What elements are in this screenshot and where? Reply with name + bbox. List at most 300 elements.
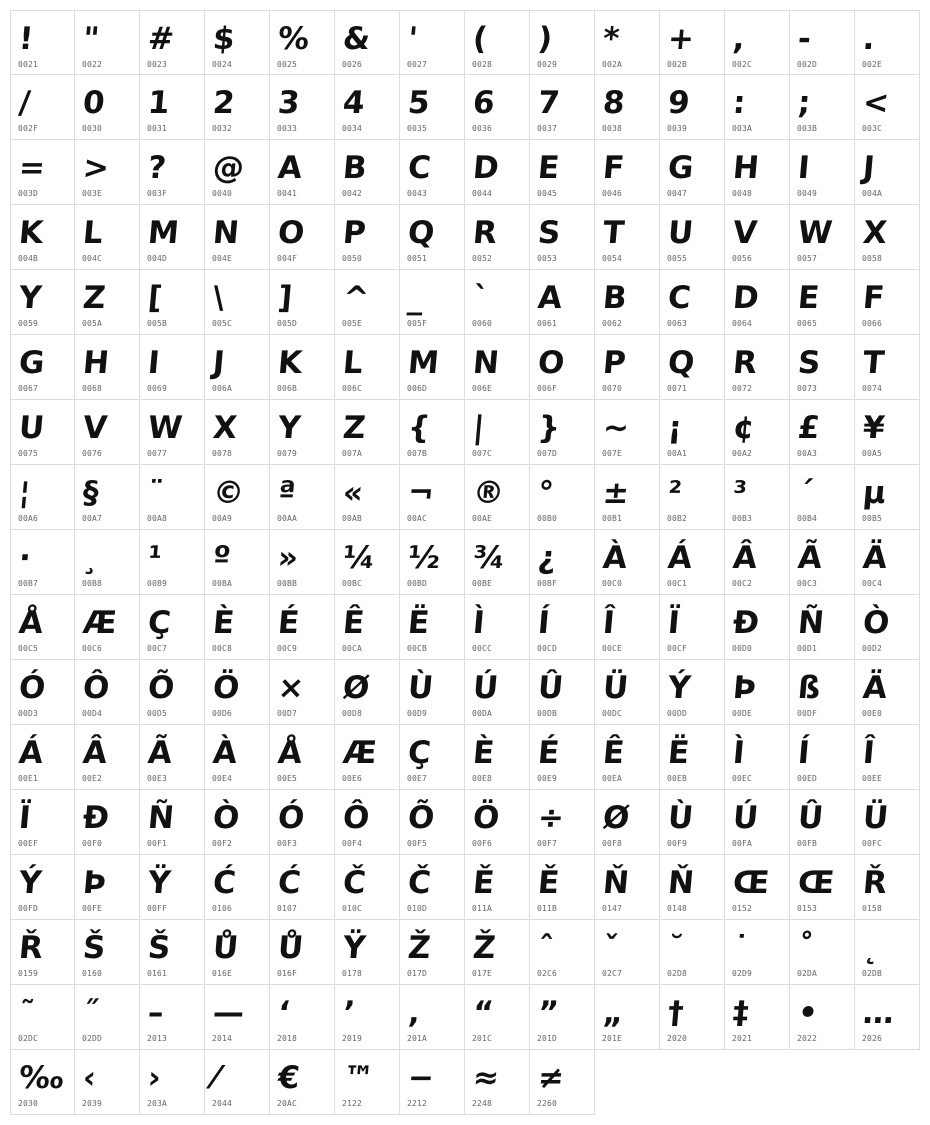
glyph-codepoint: 0044 [472,189,493,198]
glyph-cell [205,920,270,985]
glyph-cell [400,75,465,140]
glyph-codepoint: 0063 [667,319,688,328]
glyph-codepoint: 00F6 [472,839,493,848]
glyph-char: ‘ [276,995,292,1031]
glyph-cell [205,985,270,1050]
glyph-cell [855,530,920,595]
glyph-codepoint: 2018 [277,1034,298,1043]
glyph-char: Ñ [146,800,176,836]
glyph-codepoint: 00AE [472,514,493,523]
glyph-cell [140,725,205,790]
glyph-cell [205,270,270,335]
glyph-char: Č [341,865,368,901]
glyph-codepoint: 02DA [797,969,818,978]
glyph-char: Z [341,410,368,446]
glyph-cell [400,985,465,1050]
glyph-char: ≈ [471,1060,501,1096]
glyph-char: ¢ [731,410,757,446]
glyph-cell [75,855,140,920]
glyph-codepoint: 00D3 [18,709,39,718]
glyph-char: A [536,280,564,316]
glyph-codepoint: 00C5 [18,644,39,653]
glyph-char: ≠ [536,1060,566,1096]
glyph-cell [205,530,270,595]
glyph-char: Ë [406,605,431,641]
glyph-char: ' [406,21,420,57]
glyph-char: / [17,85,32,121]
glyph-cell [725,335,790,400]
glyph-codepoint: 00E2 [82,774,103,783]
glyph-cell [660,855,725,920]
glyph-codepoint: 0035 [407,124,428,133]
glyph-char: V [731,215,759,251]
glyph-codepoint: 00E7 [407,774,428,783]
glyph-cell [530,920,595,985]
glyph-cell [660,465,725,530]
glyph-cell [595,10,660,75]
glyph-cell [595,335,660,400]
glyph-char: ¾ [471,540,507,576]
glyph-char: À [601,540,629,576]
glyph-cell [75,205,140,270]
glyph-cell [855,400,920,465]
glyph-cell [10,920,75,985]
glyph-codepoint: 00CB [407,644,428,653]
glyph-char: T [861,345,886,381]
glyph-cell [465,75,530,140]
glyph-char: 3 [276,85,302,121]
glyph-codepoint: 005D [277,319,298,328]
glyph-codepoint: 004F [277,254,298,263]
glyph-cell [205,335,270,400]
glyph-codepoint: 00EC [732,774,753,783]
glyph-codepoint: 0078 [212,449,233,458]
glyph-cell [270,1050,335,1115]
glyph-char: ’ [341,995,357,1031]
glyph-codepoint: 003E [82,189,103,198]
glyph-cell [595,920,660,985]
glyph-cell [10,530,75,595]
glyph-char: ¦ [17,475,32,511]
glyph-cell [595,270,660,335]
glyph-codepoint: 0065 [797,319,818,328]
glyph-cell [465,595,530,660]
glyph-codepoint: 017E [472,969,493,978]
glyph-codepoint: 0041 [277,189,298,198]
glyph-codepoint: 0058 [862,254,883,263]
glyph-char: Â [731,540,759,576]
glyph-char: S [796,345,822,381]
glyph-char: K [17,215,45,251]
glyph-cell [10,790,75,855]
glyph-codepoint: 0028 [472,60,493,69]
glyph-char: Ù [666,800,695,836]
glyph-codepoint: 2019 [342,1034,363,1043]
glyph-char: Ø [341,670,371,706]
glyph-char: Ô [81,670,111,706]
glyph-char: M [406,345,441,381]
glyph-cell [75,270,140,335]
glyph-char: Ì [731,735,747,771]
glyph-codepoint: 00FC [862,839,883,848]
glyph-char: ³ [731,475,749,511]
glyph-cell [790,270,855,335]
glyph-cell [335,595,400,660]
glyph-codepoint: 0057 [797,254,818,263]
glyph-char: G [666,150,696,186]
glyph-codepoint: 003A [732,124,753,133]
glyph-codepoint: 201D [537,1034,558,1043]
glyph-cell [530,660,595,725]
glyph-char: R [471,215,499,251]
glyph-codepoint: 00FE [82,904,103,913]
glyph-cell [595,205,660,270]
glyph-cell [400,205,465,270]
glyph-codepoint: 0030 [82,124,103,133]
glyph-codepoint: 003C [862,124,883,133]
glyph-codepoint: 00D9 [407,709,428,718]
glyph-codepoint: 00BE [472,579,493,588]
glyph-codepoint: 006E [472,384,493,393]
glyph-codepoint: 0054 [602,254,623,263]
glyph-codepoint: 00E0 [862,709,883,718]
glyph-cell [855,205,920,270]
glyph-cell [75,75,140,140]
glyph-cell [790,140,855,205]
glyph-codepoint: 00B4 [797,514,818,523]
glyph-codepoint: 0025 [277,60,298,69]
glyph-codepoint: 00CF [667,644,688,653]
glyph-char: ÷ [536,800,566,836]
glyph-codepoint: 00E8 [472,774,493,783]
glyph-codepoint: 00B1 [602,514,623,523]
glyph-cell [660,725,725,790]
glyph-codepoint: 00FF [147,904,168,913]
glyph-char: # [146,21,176,57]
glyph-codepoint: 00E5 [277,774,298,783]
glyph-char: Z [81,280,108,316]
glyph-cell [270,10,335,75]
glyph-codepoint: 2026 [862,1034,883,1043]
glyph-cell [10,660,75,725]
glyph-cell [205,660,270,725]
glyph-char: ª [276,475,298,511]
glyph-cell [75,920,140,985]
glyph-char: % [276,21,311,57]
glyph-codepoint: 2260 [537,1099,558,1108]
glyph-codepoint: 0075 [18,449,39,458]
glyph-cell [855,595,920,660]
glyph-codepoint: 00D7 [277,709,298,718]
glyph-cell [10,985,75,1050]
glyph-cell [530,270,595,335]
glyph-cell [140,530,205,595]
glyph-cell [10,1050,75,1115]
glyph-codepoint: 00B3 [732,514,753,523]
glyph-cell [335,1050,400,1115]
glyph-codepoint: 00E3 [147,774,168,783]
glyph-cell [140,985,205,1050]
glyph-codepoint: 2022 [797,1034,818,1043]
glyph-cell [270,270,335,335]
glyph-codepoint: 0034 [342,124,363,133]
glyph-char: R [731,345,759,381]
glyph-codepoint: 0071 [667,384,688,393]
glyph-codepoint: 005A [82,319,103,328]
glyph-cell [465,335,530,400]
glyph-cell [660,790,725,855]
glyph-char: Ê [341,605,366,641]
glyph-char: ® [471,475,506,511]
glyph-char: ½ [406,540,442,576]
glyph-char: » [276,540,300,576]
glyph-cell [140,660,205,725]
glyph-codepoint: 00F3 [277,839,298,848]
glyph-char: \ [211,280,226,316]
glyph-cell [270,595,335,660]
glyph-char: º [211,540,233,576]
glyph-codepoint: 20AC [277,1099,298,1108]
glyph-char: ! [17,21,35,57]
glyph-char: Č [406,865,433,901]
glyph-char: Œ [796,865,836,901]
glyph-cell [10,10,75,75]
glyph-char: Õ [146,670,176,706]
glyph-cell [660,530,725,595]
glyph-codepoint: 00F1 [147,839,168,848]
glyph-codepoint: 002D [797,60,818,69]
glyph-codepoint: 0036 [472,124,493,133]
glyph-cell [530,855,595,920]
glyph-codepoint: 0026 [342,60,363,69]
glyph-cell [75,335,140,400]
glyph-char: Ù [406,670,435,706]
glyph-codepoint: 0045 [537,189,558,198]
glyph-cell [140,205,205,270]
glyph-char: – [146,995,166,1031]
glyph-cell [725,530,790,595]
glyph-cell [400,660,465,725]
glyph-char: Þ [731,670,758,706]
glyph-cell [595,595,660,660]
glyph-char: + [666,21,696,57]
glyph-cell [10,335,75,400]
glyph-codepoint: 007E [602,449,623,458]
glyph-cell [75,660,140,725]
glyph-cell [855,140,920,205]
glyph-char: L [81,215,105,251]
glyph-char: ] [276,280,294,316]
glyph-cell [660,335,725,400]
glyph-codepoint: 0039 [667,124,688,133]
glyph-char: ; [796,85,812,121]
glyph-char: ˝ [81,995,101,1031]
glyph-char: × [276,670,306,706]
glyph-char: C [406,150,433,186]
glyph-cell [530,530,595,595]
glyph-codepoint: 0072 [732,384,753,393]
glyph-char: H [731,150,761,186]
glyph-cell [10,595,75,660]
glyph-char: F [601,150,626,186]
glyph-cell [530,205,595,270]
glyph-char: E [796,280,821,316]
glyph-char: Æ [341,735,379,771]
glyph-cell [855,465,920,530]
glyph-codepoint: 004E [212,254,233,263]
glyph-codepoint: 0049 [797,189,818,198]
glyph-cell [205,140,270,205]
glyph-codepoint: 007A [342,449,363,458]
glyph-char: Ÿ [146,865,173,901]
glyph-codepoint: 00C2 [732,579,753,588]
glyph-char: ˇ [601,930,621,966]
glyph-codepoint: 00EF [18,839,39,848]
glyph-cell [465,205,530,270]
glyph-char: £ [796,410,822,446]
glyph-codepoint: 2044 [212,1099,233,1108]
glyph-cell [10,855,75,920]
glyph-char: " [81,21,101,57]
glyph-codepoint: 00C1 [667,579,688,588]
glyph-char: Ě [536,865,561,901]
glyph-char: „ [601,995,625,1031]
glyph-codepoint: 00DD [667,709,688,718]
glyph-codepoint: 00FB [797,839,818,848]
glyph-char: Î [861,735,877,771]
glyph-cell [335,920,400,985]
glyph-char: … [861,995,896,1031]
glyph-char: Ý [666,670,693,706]
glyph-cell [400,855,465,920]
glyph-char: P [601,345,628,381]
glyph-cell [335,205,400,270]
glyph-cell [75,595,140,660]
glyph-cell [530,335,595,400]
glyph-char: Ò [211,800,241,836]
glyph-char: I [796,150,812,186]
glyph-char: [ [146,280,164,316]
glyph-char: Œ [731,865,771,901]
glyph-char: Û [796,800,825,836]
glyph-codepoint: 00A8 [147,514,168,523]
glyph-cell [400,400,465,465]
glyph-codepoint: 004C [82,254,103,263]
glyph-cell [335,335,400,400]
glyph-char: ⁄ [211,1060,220,1096]
glyph-codepoint: 00C0 [602,579,623,588]
glyph-cell [335,725,400,790]
glyph-codepoint: 00F5 [407,839,428,848]
glyph-codepoint: 2014 [212,1034,233,1043]
glyph-codepoint: 004D [147,254,168,263]
glyph-codepoint: 0147 [602,904,623,913]
glyph-codepoint: 00F8 [602,839,623,848]
glyph-codepoint: 0031 [147,124,168,133]
glyph-char: Ö [471,800,501,836]
glyph-codepoint: 00BC [342,579,363,588]
glyph-codepoint: 0043 [407,189,428,198]
glyph-char: ` [471,280,491,316]
glyph-codepoint: 2020 [667,1034,688,1043]
glyph-char: É [276,605,301,641]
glyph-cell [725,595,790,660]
glyph-cell [400,530,465,595]
glyph-codepoint: 203A [147,1099,168,1108]
glyph-cell [270,140,335,205]
glyph-cell [465,270,530,335]
glyph-codepoint: 00C7 [147,644,168,653]
glyph-cell [530,140,595,205]
glyph-cell [400,725,465,790]
glyph-char: U [666,215,695,251]
glyph-cell [140,1050,205,1115]
glyph-cell [660,595,725,660]
glyph-cell [75,140,140,205]
glyph-codepoint: 0047 [667,189,688,198]
glyph-codepoint: 0076 [82,449,103,458]
glyph-codepoint: 00DF [797,709,818,718]
glyph-codepoint: 00D8 [342,709,363,718]
glyph-codepoint: 006D [407,384,428,393]
glyph-cell [140,790,205,855]
glyph-char: € [276,1060,302,1096]
glyph-codepoint: 010C [342,904,363,913]
glyph-char: P [341,215,368,251]
glyph-cell [595,855,660,920]
glyph-codepoint: 0029 [537,60,558,69]
glyph-char: J [211,345,227,381]
glyph-char: Ü [861,800,890,836]
glyph-char: J [861,150,877,186]
glyph-char: Æ [81,605,119,641]
glyph-cell [465,530,530,595]
glyph-char: > [81,150,111,186]
glyph-char: Q [666,345,696,381]
glyph-cell [10,400,75,465]
glyph-grid [10,10,920,1115]
glyph-codepoint: 0148 [667,904,688,913]
glyph-codepoint: 0069 [147,384,168,393]
glyph-codepoint: 00A5 [862,449,883,458]
glyph-char: = [17,150,47,186]
glyph-char: K [276,345,304,381]
glyph-char: D [731,280,761,316]
glyph-cell [140,335,205,400]
glyph-codepoint: 00FA [732,839,753,848]
glyph-cell [75,985,140,1050]
glyph-codepoint: 00AB [342,514,363,523]
glyph-cell [140,400,205,465]
glyph-char: ‰ [17,1060,66,1096]
glyph-codepoint: 00E1 [18,774,39,783]
glyph-cell [205,75,270,140]
glyph-cell [400,920,465,985]
glyph-char: Q [406,215,436,251]
glyph-cell [790,205,855,270]
glyph-cell [595,140,660,205]
glyph-codepoint: 0067 [18,384,39,393]
glyph-cell [790,530,855,595]
glyph-cell [595,725,660,790]
glyph-codepoint: 003F [147,189,168,198]
glyph-codepoint: 02DC [18,1034,39,1043]
glyph-codepoint: 00CA [342,644,363,653]
glyph-char: F [861,280,886,316]
glyph-char: U [17,410,46,446]
glyph-cell [205,855,270,920]
glyph-codepoint: 00DC [602,709,623,718]
